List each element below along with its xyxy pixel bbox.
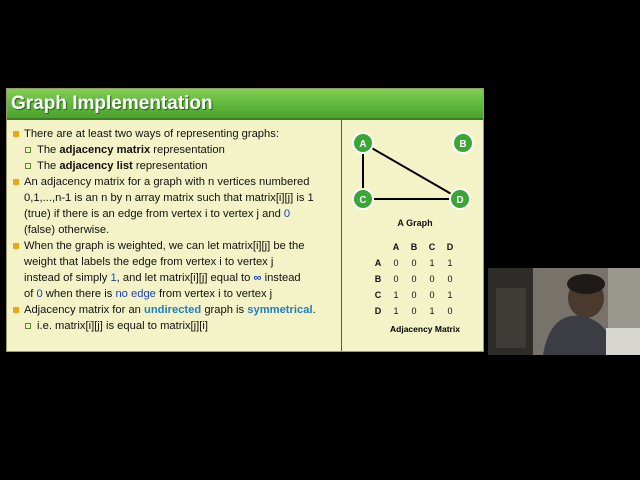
bullet-2-line-2: 0,1,...,n-1 is an n by n array matrix such that matrix[i][j] is 1 <box>24 192 314 204</box>
bullet-2-line-1: An adjacency matrix for a graph with n vertices numbered <box>24 176 310 188</box>
matrix-row <box>369 271 459 287</box>
bullet-3-line-2: weight that labels the edge from vertex i to vertex j <box>24 256 274 268</box>
matrix-row-header: B <box>374 274 382 284</box>
graph-diagram <box>345 119 485 229</box>
bullet-1-text: There are at least two ways of representing graphs: <box>24 128 279 140</box>
matrix-cell: 1 <box>429 306 435 316</box>
matrix-header-row <box>369 239 459 255</box>
bullet-3-no-edge: no edge <box>115 288 156 300</box>
bullet-3-line-4c: when there is <box>42 288 116 300</box>
matrix-cell: 0 <box>411 258 417 268</box>
node-a-label: A <box>359 139 367 150</box>
bullet-4-a: Adjacency matrix for an <box>24 304 145 316</box>
title-bar <box>7 89 483 120</box>
matrix-cell: 0 <box>447 274 453 284</box>
bullet-3-line-3e: instead <box>261 272 301 284</box>
sub-bullet-1 <box>11 142 339 158</box>
node-c <box>353 189 373 209</box>
matrix-cell: 0 <box>393 274 399 284</box>
bullet-3-line-3 <box>24 270 339 286</box>
bullet-3-zero: 0 <box>36 288 43 300</box>
matrix-col-header: A <box>392 242 400 252</box>
matrix-col-header: C <box>428 242 436 252</box>
bullet-3-line-4a: of <box>24 288 37 300</box>
bullet-4-c: graph is <box>201 304 248 316</box>
matrix-row-header: A <box>374 258 382 268</box>
webcam-image <box>488 268 640 355</box>
matrix-cell: 0 <box>429 274 435 284</box>
bullet-1 <box>11 126 339 142</box>
edge-a-d <box>363 143 460 199</box>
node-b-label: B <box>459 139 467 150</box>
adjacency-matrix <box>369 239 459 319</box>
bullet-3-one: 1 <box>110 272 117 284</box>
matrix-cell: 0 <box>447 306 453 316</box>
sub-bullet-1-prefix: The <box>37 144 60 156</box>
matrix-cell: 1 <box>447 290 453 300</box>
bullet-2-line-3a: (true) if there is an edge from vertex i to vertex j and <box>24 208 284 220</box>
matrix-row <box>369 287 459 303</box>
bullet-4-undirected: undirected <box>144 304 202 316</box>
sub-bullet-1-suffix: representation <box>150 144 225 156</box>
sub-bullet-3-text: i.e. matrix[i][j] is equal to matrix[j][i] <box>37 320 208 332</box>
matrix-cell: 0 <box>411 290 417 300</box>
matrix-cell: 0 <box>393 258 399 268</box>
bullet-2-line-3 <box>24 206 339 222</box>
bullet-3-infinity: ∞ <box>253 272 262 284</box>
slide-content <box>11 126 339 334</box>
matrix-row <box>369 303 459 319</box>
node-d-label: D <box>456 195 464 206</box>
sub-bullet-3 <box>11 318 339 334</box>
bullet-3-line-3c: , and let matrix[i][j] equal to <box>116 272 254 284</box>
matrix-cell: 0 <box>411 306 417 316</box>
matrix-row-header: C <box>374 290 382 300</box>
matrix-cell: 1 <box>447 258 453 268</box>
bullet-3-line-1: When the graph is weighted, we can let matrix[i][j] be the <box>24 240 305 252</box>
sub-bullet-2-prefix: The <box>37 160 60 172</box>
sub-bullet-2-bold: adjacency list <box>59 160 133 172</box>
bullet-4 <box>11 302 339 318</box>
bullet-2 <box>11 174 339 238</box>
matrix-row-header: D <box>374 306 382 316</box>
node-b <box>453 133 473 153</box>
sub-bullet-1-bold: adjacency matrix <box>59 144 151 156</box>
matrix-cell: 1 <box>393 290 399 300</box>
node-a <box>353 133 373 153</box>
bullet-2-line-4: (false) otherwise. <box>24 224 110 236</box>
matrix-table <box>369 239 459 319</box>
bullet-2-zero: 0 <box>283 208 291 220</box>
sub-bullet-2-suffix: representation <box>132 160 208 172</box>
bullet-3-line-4 <box>24 286 339 302</box>
bullet-3-line-4e: from vertex i to vertex j <box>155 288 273 300</box>
slide <box>6 88 484 352</box>
sub-bullet-2 <box>11 158 339 174</box>
bullet-4-e: . <box>312 304 316 316</box>
webcam-overlay <box>488 268 640 355</box>
bullet-3 <box>11 238 339 302</box>
matrix-cell: 1 <box>393 306 399 316</box>
matrix-cell: 1 <box>429 258 435 268</box>
matrix-row <box>369 255 459 271</box>
matrix-cell: 0 <box>411 274 417 284</box>
slide-title: Graph Implementation <box>11 93 213 114</box>
bullet-4-symmetrical: symmetrical <box>247 304 313 316</box>
node-d <box>450 189 470 209</box>
matrix-caption: Adjacency Matrix <box>390 324 460 334</box>
node-c-label: C <box>359 195 367 206</box>
matrix-cell: 0 <box>429 290 435 300</box>
matrix-col-header: B <box>410 242 418 252</box>
graph-caption: A Graph <box>397 218 433 228</box>
bullet-3-line-3a: instead of simply <box>24 272 111 284</box>
matrix-col-header: D <box>446 242 454 252</box>
column-divider <box>341 120 342 351</box>
